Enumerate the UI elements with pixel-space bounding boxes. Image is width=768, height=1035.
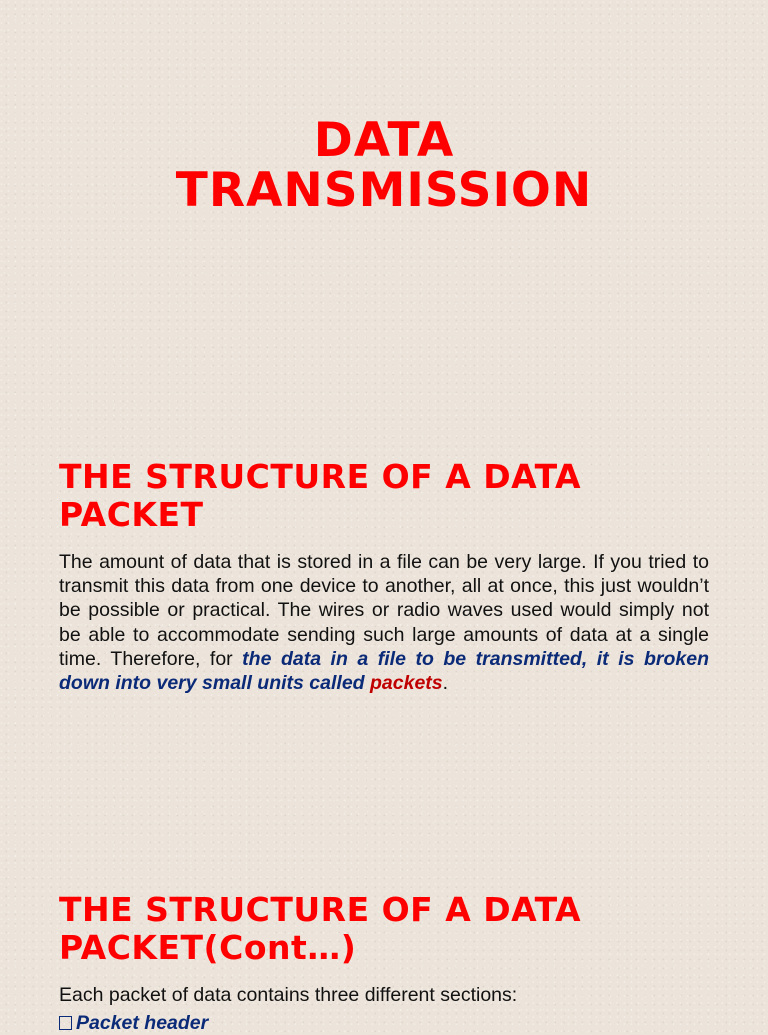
section-heading-packet-structure [59, 458, 719, 534]
checkbox-bullet-icon [59, 1016, 72, 1030]
packets-keyword: packets [370, 672, 443, 695]
section-heading-line-1: THE STRUCTURE OF A DATA [59, 457, 582, 496]
packet-sections-intro: Each packet of data contains three different sections: [59, 984, 518, 1006]
bullet-packet-header [59, 1011, 208, 1035]
packet-structure-paragraph [59, 550, 709, 695]
slide-title-line-1: DATA [313, 113, 455, 168]
bullet-label: Packet header [76, 1012, 209, 1034]
slide-title-line-2: TRANSMISSION [175, 163, 593, 218]
section-heading-cont-line-2: PACKET(Cont…) [59, 928, 357, 967]
section-heading-line-2: PACKET [59, 495, 204, 534]
paragraph-end-punctuation: . [442, 672, 449, 695]
slide-title [0, 113, 768, 218]
paragraph-emphasis-span: the data in a file to be transmitted, it is broken down into very small units called [59, 647, 709, 695]
section-heading-cont-line-1: THE STRUCTURE OF A DATA [59, 890, 582, 929]
paragraph-plain-text: The amount of data that is stored in a file can be very large. If you tried to transmit this data from one device to another, all at once, this just wouldn’t be possible or practical. The wires or radio waves used would simply not be able to accommodate sending such large amounts of data at a single time. Therefore, for [59, 551, 709, 670]
section-heading-packet-structure-cont [59, 891, 719, 967]
